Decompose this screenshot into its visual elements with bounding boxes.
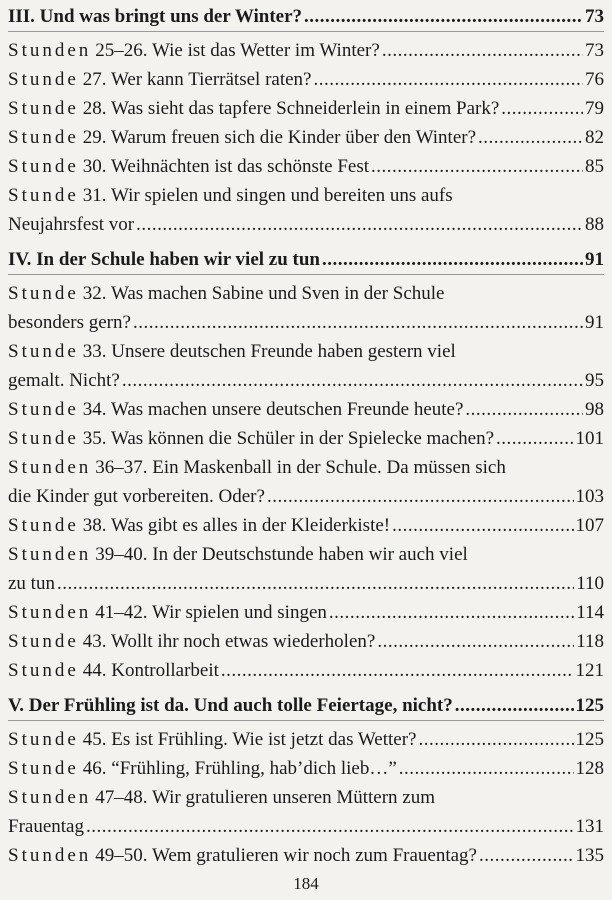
entry-page-number: 95 xyxy=(585,370,604,391)
entry-line xyxy=(8,482,604,511)
leader-dots xyxy=(133,308,583,337)
entry-text: 31. Wir spielen und singen und bereiten uns aufs xyxy=(82,185,453,206)
leader-dots xyxy=(478,123,583,152)
lesson-label: Stunde xyxy=(8,660,79,681)
leader-dots xyxy=(122,366,583,395)
leader-dots xyxy=(501,94,583,123)
toc-entry xyxy=(8,627,604,656)
heading-line xyxy=(8,2,604,31)
toc-entry xyxy=(8,337,604,395)
leader-dots xyxy=(313,65,583,94)
section-heading xyxy=(8,245,604,275)
entry-page-number: 107 xyxy=(575,515,604,536)
lesson-label: Stunde xyxy=(8,758,79,779)
entry-line xyxy=(8,511,604,540)
entry-line xyxy=(8,569,604,598)
lesson-label: Stunden xyxy=(8,602,92,623)
toc-entry xyxy=(8,181,604,239)
lesson-label: Stunden xyxy=(8,457,92,478)
entry-page-number: 135 xyxy=(575,845,604,866)
lesson-label: Stunde xyxy=(8,69,79,90)
heading-page-number: 91 xyxy=(585,249,604,270)
leader-dots xyxy=(322,245,583,274)
lesson-label: Stunde xyxy=(8,428,79,449)
toc-entry xyxy=(8,540,604,598)
entry-page-number: 98 xyxy=(585,399,604,420)
entry-text: 47–48. Wir gratulieren unseren Müttern zum xyxy=(95,787,436,808)
heading-page-number: 125 xyxy=(575,695,604,716)
toc-entry xyxy=(8,94,604,123)
leader-dots xyxy=(399,754,574,783)
leader-dots xyxy=(455,691,574,720)
leader-dots xyxy=(329,598,574,627)
entry-line xyxy=(8,123,604,152)
page-number: 184 xyxy=(293,874,319,893)
entry-line xyxy=(8,337,604,366)
entry-line xyxy=(8,152,604,181)
entry-text: 44. Kontrollarbeit xyxy=(82,660,219,681)
toc-entry xyxy=(8,511,604,540)
lesson-label: Stunde xyxy=(8,127,79,148)
toc-entry xyxy=(8,754,604,783)
entry-page-number: 85 xyxy=(585,156,604,177)
entry-page-number: 110 xyxy=(576,573,604,594)
toc-entry xyxy=(8,598,604,627)
entry-line xyxy=(8,725,604,754)
entry-text: besonders gern? xyxy=(8,312,131,333)
entry-page-number: 103 xyxy=(575,486,604,507)
lesson-label: Stunde xyxy=(8,729,79,750)
entry-page-number: 91 xyxy=(585,312,604,333)
toc-entry xyxy=(8,36,604,65)
leader-dots xyxy=(465,395,583,424)
entry-line xyxy=(8,308,604,337)
entry-page-number: 82 xyxy=(585,127,604,148)
lesson-label: Stunde xyxy=(8,98,79,119)
section-heading xyxy=(8,2,604,32)
lesson-label: Stunde xyxy=(8,156,79,177)
lesson-label: Stunde xyxy=(8,185,79,206)
toc-entry xyxy=(8,453,604,511)
entry-text: 43. Wollt ihr noch etwas wiederholen? xyxy=(82,631,376,652)
toc-entry xyxy=(8,123,604,152)
entry-text: Frauentag xyxy=(8,816,84,837)
leader-dots xyxy=(479,841,574,870)
entry-page-number: 131 xyxy=(575,816,604,837)
entry-line xyxy=(8,279,604,308)
entry-line xyxy=(8,366,604,395)
entry-page-number: 128 xyxy=(575,758,604,779)
entry-page-number: 76 xyxy=(585,69,604,90)
entry-page-number: 88 xyxy=(585,214,604,235)
lesson-label: Stunde xyxy=(8,341,79,362)
entry-text: 36–37. Ein Maskenball in der Schule. Da müssen sich xyxy=(95,457,506,478)
entry-line xyxy=(8,656,604,685)
heading-title: V. Der Frühling ist da. Und auch tolle Feiertage, nicht? xyxy=(8,695,453,716)
leader-dots xyxy=(418,725,573,754)
entry-text: 25–26. Wie ist das Wetter im Winter? xyxy=(95,40,380,61)
entry-text: zu tun xyxy=(8,573,55,594)
toc-entry xyxy=(8,656,604,685)
leader-dots xyxy=(86,812,574,841)
toc-entry xyxy=(8,152,604,181)
toc-entry xyxy=(8,725,604,754)
entry-text: 45. Es ist Frühling. Wie ist jetzt das Wetter? xyxy=(82,729,417,750)
entry-text: 41–42. Wir spielen und singen xyxy=(95,602,327,623)
leader-dots xyxy=(382,36,583,65)
entry-line xyxy=(8,210,604,239)
leader-dots xyxy=(57,569,574,598)
toc-entry xyxy=(8,841,604,870)
entry-text: Neujahrsfest vor xyxy=(8,214,135,235)
entry-page-number: 121 xyxy=(575,660,604,681)
entry-text: 30. Weihnächten ist das schönste Fest xyxy=(82,156,370,177)
entry-text: 34. Was machen unsere deutschen Freunde heute? xyxy=(82,399,464,420)
leader-dots xyxy=(136,210,583,239)
entry-line xyxy=(8,598,604,627)
entry-text: 35. Was können die Schüler in der Spielecke machen? xyxy=(82,428,495,449)
leader-dots xyxy=(267,482,574,511)
lesson-label: Stunden xyxy=(8,787,92,808)
toc-entry xyxy=(8,65,604,94)
entry-page-number: 73 xyxy=(585,40,604,61)
entry-text: 39–40. In der Deutschstunde haben wir auch viel xyxy=(95,544,468,565)
entry-text: 49–50. Wem gratulieren wir noch zum Frauentag? xyxy=(95,845,477,866)
lesson-label: Stunde xyxy=(8,283,79,304)
entry-line xyxy=(8,181,604,210)
toc-section xyxy=(8,691,604,870)
entry-text: die Kinder gut vorbereiten. Oder? xyxy=(8,486,265,507)
lesson-label: Stunden xyxy=(8,40,92,61)
entry-line xyxy=(8,841,604,870)
heading-title: IV. In der Schule haben wir viel zu tun xyxy=(8,249,320,270)
toc-section xyxy=(8,2,604,239)
lesson-label: Stunde xyxy=(8,399,79,420)
entry-page-number: 114 xyxy=(576,602,604,623)
entry-text: 33. Unsere deutschen Freunde haben gestern viel xyxy=(82,341,456,362)
entry-text: gemalt. Nicht? xyxy=(8,370,120,391)
toc-section xyxy=(8,245,604,685)
entry-line xyxy=(8,424,604,453)
entry-line xyxy=(8,65,604,94)
entry-text: 32. Was machen Sabine und Sven in der Schule xyxy=(82,283,445,304)
entry-page-number: 118 xyxy=(576,631,604,652)
lesson-label: Stunden xyxy=(8,544,92,565)
entry-line xyxy=(8,540,604,569)
heading-line xyxy=(8,245,604,274)
leader-dots xyxy=(304,2,583,31)
entry-line xyxy=(8,627,604,656)
toc-entry xyxy=(8,424,604,453)
lesson-label: Stunden xyxy=(8,845,92,866)
heading-page-number: 73 xyxy=(585,6,604,27)
entry-line xyxy=(8,395,604,424)
entry-page-number: 79 xyxy=(585,98,604,119)
lesson-label: Stunde xyxy=(8,631,79,652)
entry-line xyxy=(8,94,604,123)
leader-dots xyxy=(496,424,573,453)
entry-line xyxy=(8,754,604,783)
heading-line xyxy=(8,691,604,720)
section-heading xyxy=(8,691,604,721)
entry-text: 28. Was sieht das tapfere Schneiderlein in einem Park? xyxy=(82,98,500,119)
leader-dots xyxy=(371,152,583,181)
toc-entry xyxy=(8,395,604,424)
entry-text: 29. Warum freuen sich die Kinder über den Winter? xyxy=(82,127,477,148)
leader-dots xyxy=(221,656,574,685)
heading-title: III. Und was bringt uns der Winter? xyxy=(8,6,303,27)
table-of-contents xyxy=(8,2,604,876)
toc-entry xyxy=(8,783,604,841)
entry-text: 38. Was gibt es alles in der Kleiderkiste! xyxy=(82,515,391,536)
leader-dots xyxy=(392,511,573,540)
toc-entry xyxy=(8,279,604,337)
entry-line xyxy=(8,812,604,841)
lesson-label: Stunde xyxy=(8,515,79,536)
entry-page-number: 101 xyxy=(575,428,604,449)
entry-page-number: 125 xyxy=(575,729,604,750)
entry-text: 27. Wer kann Tierrätsel raten? xyxy=(82,69,312,90)
leader-dots xyxy=(377,627,574,656)
entry-line xyxy=(8,36,604,65)
entry-text: 46. “Frühling, Frühling, hab’dich lieb…” xyxy=(82,758,397,779)
entry-line xyxy=(8,453,604,482)
entry-line xyxy=(8,783,604,812)
